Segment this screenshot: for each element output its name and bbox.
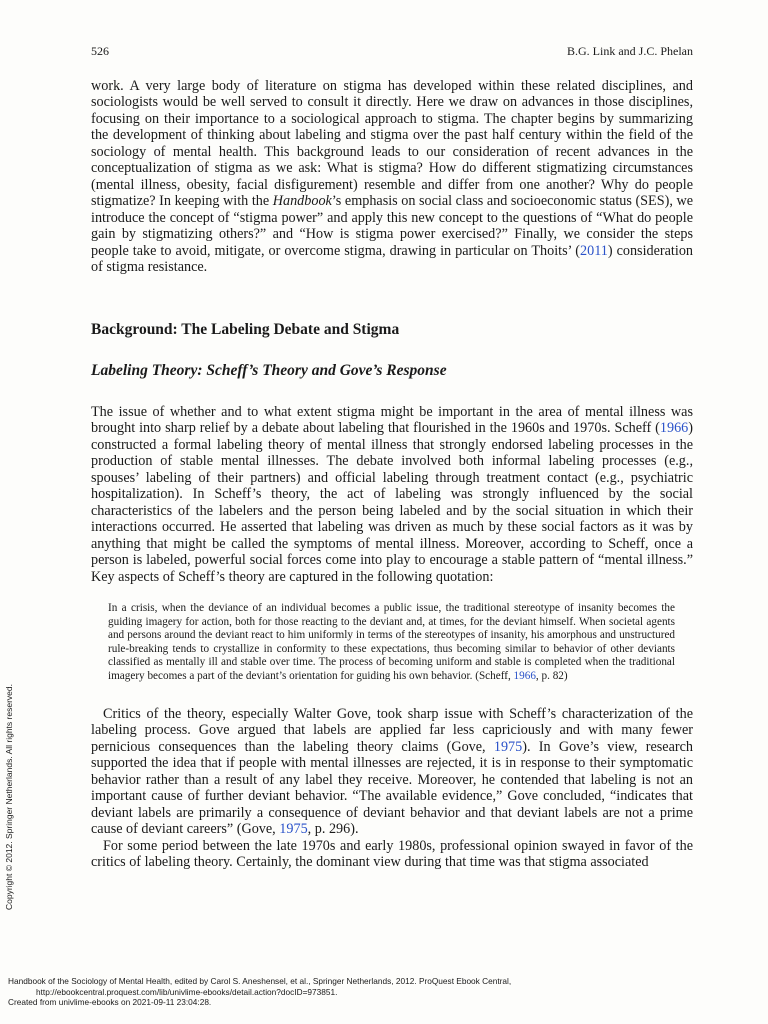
intro-text-continued: ’s emphasis on social class and socioeconomic status (SES), we introduce the concept of “stigma power” and apply this new concept to the questions of “What do people gain by stigmatizing others?” and “How is stigma power exercised?” Finally, we consider the steps people take to avoid, mitigate, or overcome stigma, drawing in particular on Thoits’ ( (91, 193, 693, 259)
citation-gove-1975-link-2[interactable]: 1975 (279, 821, 308, 838)
footer-url[interactable]: http://ebookcentral.proquest.com/lib/univlime-ebooks/detail.action?docID=973851. (36, 986, 338, 997)
gove-text-a: Critics of the theory, especially Walter Gove, took sharp issue with Scheff’s characterization of the labeling process. Gove argued that labels are applied far less capriciously and with many fewer pernicious consequences than the labeling theory claims (Gove, (91, 706, 693, 755)
section-heading: Background: The Labeling Debate and Stigma (91, 321, 400, 338)
quote-page: , p. 82) (535, 669, 568, 682)
copyright-sidebar (4, 680, 16, 910)
intro-text: work. A very large body of literature on stigma has developed within these related disciplines, and sociologists would be well served to consult it directly. Here we draw on advances in those disciplines, focusing on their importance to a sociological approach to stigma. The chapter begins by summarizing the development of thinking about labeling and stigma over the past half century within the field of the sociology of mental health. This background leads to our consideration of recent advances in the conceptualization of stigma as we ask: What is stigma? How do different stigmatizing circumstances (mental illness, obesity, facial disfigurement) resemble and differ from one another? Why do people stigmatize? In keeping with the (91, 78, 693, 210)
intro-text-end: ) consideration of stigma resistance. (91, 242, 694, 275)
handbook-emphasis: Handbook (272, 193, 332, 210)
gove-text-b: ). In Gove’s view, research supported the idea that if people with mental illnesses are rejected, it is in response to their symptomatic behavior rather than a result of any label they receive. Moreover, he contended that labeling is not an important cause of further deviant behavior. “The available evidence,” Gove concluded, “indicates that deviant labels are primarily a consequence of deviant behavior and that deviant labels are not a prime cause of deviant careers” (Gove, (91, 738, 693, 838)
page-number: 526 (91, 44, 109, 58)
citation-scheff-1966-link[interactable]: 1966 (659, 420, 689, 437)
citation-scheff-1966-quote-link[interactable]: 1966 (513, 669, 536, 682)
page-footer (8, 976, 728, 1008)
running-head-authors: B.G. Link and J.C. Phelan (567, 44, 693, 58)
copyright-notice: Copyright © 2012. Springer Netherlands. All rights reserved. (4, 684, 14, 910)
scheff-text-b: ) constructed a formal labeling theory of mental illness that strongly endorsed labeling processes in the production of stable mental illnesses. The debate involved both informal labeling processes (e.g., spouses’ labeling of their partners) and official labeling through treatment contact (e.g., psychiatric hospitalization). In Scheff’s theory, the act of labeling was strongly influenced by the social characteristics of the labelers and the person being labeled and by the social situation in which their interactions occurred. He asserted that labeling was driven as much by these social factors as it was by anything that might be called the symptoms of mental illness. Moreover, according to Scheff, once a person is labeled, powerful social forces come into play to encourage a stable pattern of “mental illness.” Key aspects of Scheff’s theory are captured in the following quotation: (91, 420, 693, 585)
quote-text: In a crisis, when the deviance of an individual becomes a public issue, the traditional stereotype of insanity becomes the guiding imagery for action, both for those reacting to the deviant and, at times, for the deviant himself. When societal agents and persons around the deviant react to him uniformly in terms of the stereotypes of insanity, his amorphous and unstructured rule-breaking tends to crystallize in conformity to these expectations, thus becoming similar to behavior of other deviants classified as mentally ill and stable over time. The process of becoming uniform and stable is completed when the traditional imagery becomes a part of the deviant’s orientation for guiding his own behavior. (Scheff, (108, 602, 675, 682)
footer-created-line: Created from univlime-ebooks on 2021-09-11 23:04:28. (8, 997, 212, 1007)
scheff-text-a: The issue of whether and to what extent stigma might be important in the area of mental illness was brought into sharp relief by a debate about labeling that flourished in the 1960s and 1970s. Scheff ( (91, 404, 693, 437)
citation-thoits-2011-link[interactable]: 2011 (580, 242, 608, 259)
gove-paragraph (91, 706, 693, 838)
gove-text-c: , p. 296). (307, 821, 359, 838)
citation-gove-1975-link[interactable]: 1975 (493, 738, 523, 755)
footer-source-line: Handbook of the Sociology of Mental Health, edited by Carol S. Aneshensel, et al., Springer Netherlands, 2012. ProQuest Ebook Central, (8, 976, 512, 986)
running-head (91, 44, 693, 60)
block-quote (108, 602, 675, 683)
subsection-heading: Labeling Theory: Scheff’s Theory and Gove’s Response (91, 362, 447, 379)
professional-opinion-paragraph: For some period between the late 1970s and early 1980s, professional opinion swayed in favor of the critics of labeling theory. Certainly, the dominant view during that time was that stigma associated (91, 837, 693, 871)
intro-paragraph (91, 78, 693, 275)
scheff-paragraph (91, 404, 693, 585)
critics-section (91, 706, 693, 871)
